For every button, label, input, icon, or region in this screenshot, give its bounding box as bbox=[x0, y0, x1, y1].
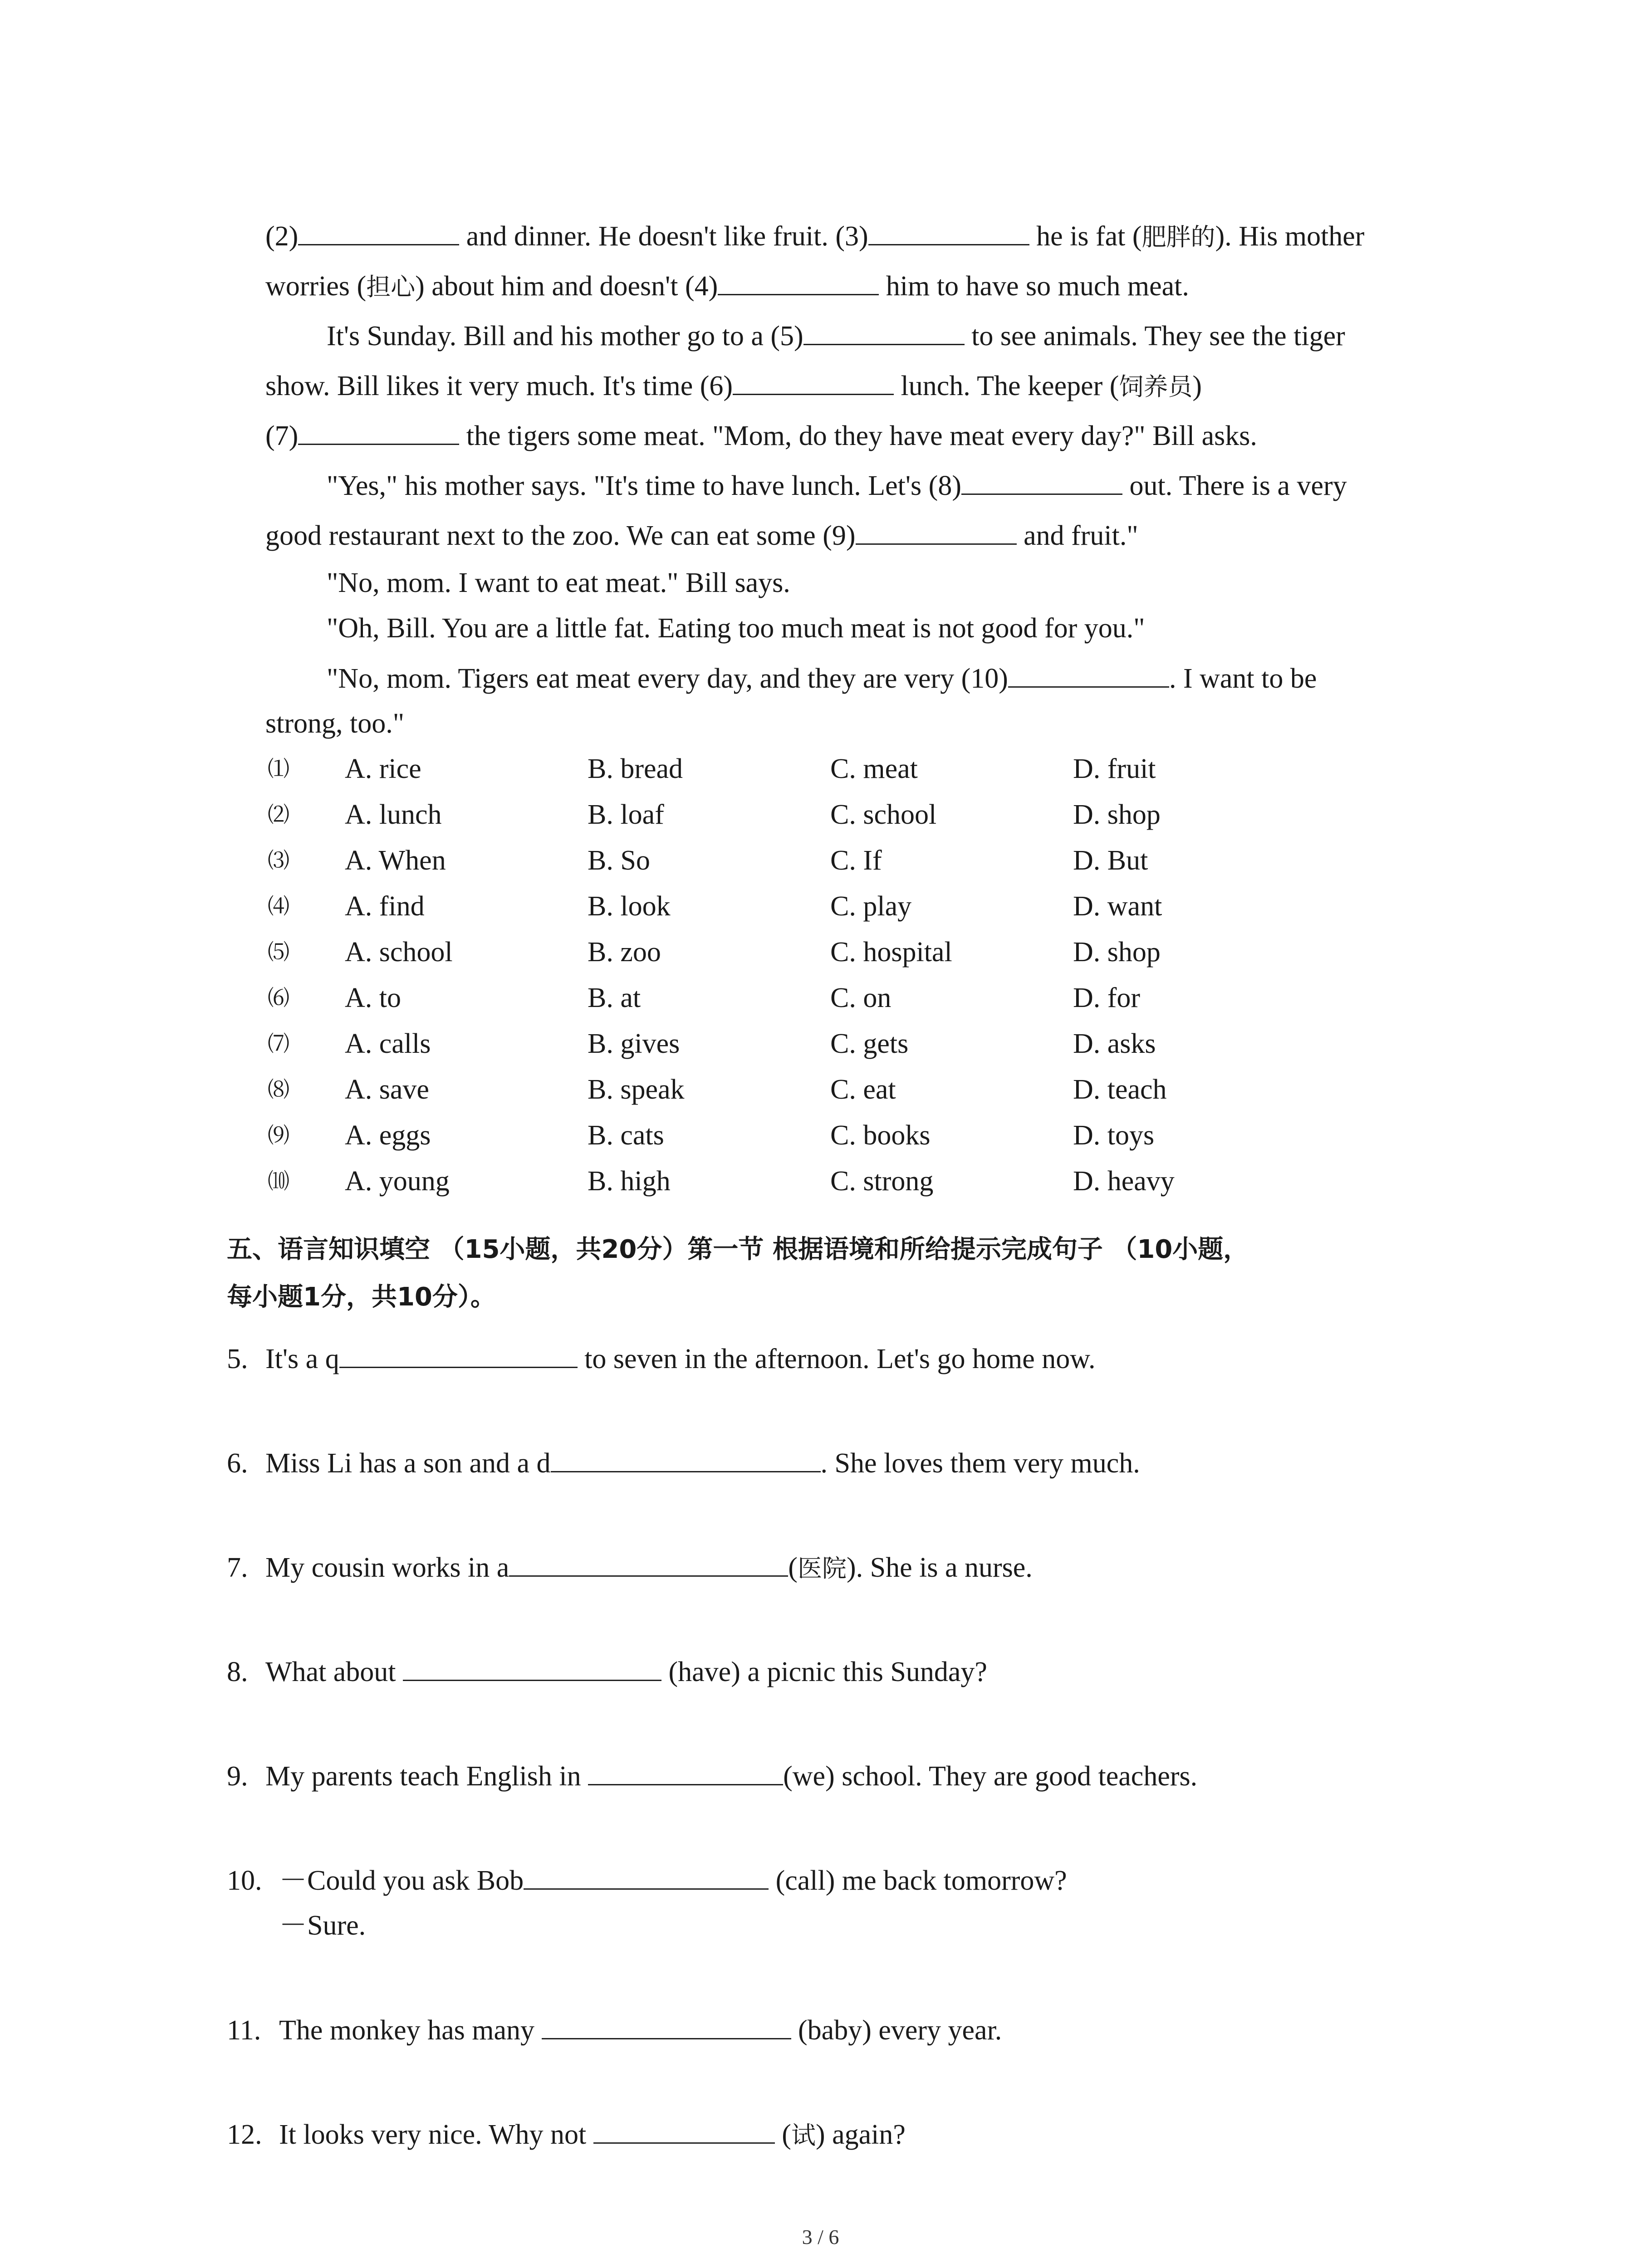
option-b: B. bread bbox=[588, 753, 683, 784]
option-b: B. So bbox=[588, 845, 650, 876]
option-b: B. cats bbox=[588, 1120, 664, 1151]
option-b: B. loaf bbox=[588, 799, 664, 830]
blank-3 bbox=[868, 218, 1029, 245]
passage-line: "No, mom. I want to eat meat." Bill says. bbox=[327, 567, 790, 598]
option-d: D. for bbox=[1073, 982, 1141, 1013]
blank-10 bbox=[1008, 660, 1169, 688]
option-d: D. asks bbox=[1073, 1028, 1156, 1059]
option-number: ⑸ bbox=[268, 939, 290, 965]
option-d: D. heavy bbox=[1073, 1166, 1175, 1197]
option-number: ⑵ bbox=[268, 802, 290, 827]
option-d: D. But bbox=[1073, 845, 1148, 876]
passage-line: "Oh, Bill. You are a little fat. Eating too much meat is not good for you." bbox=[327, 613, 1145, 644]
answer-blank[interactable] bbox=[588, 1758, 783, 1785]
option-c: C. gets bbox=[830, 1028, 909, 1059]
option-c: C. books bbox=[830, 1120, 931, 1151]
passage-line: show. Bill likes it very much. It's time (6) lunch. The keeper (饲养员) bbox=[265, 367, 1202, 405]
option-c: C. hospital bbox=[830, 937, 952, 968]
answer-blank[interactable] bbox=[403, 1653, 661, 1681]
option-number: ⑴ bbox=[268, 756, 290, 782]
option-number: ⑼ bbox=[268, 1123, 290, 1148]
section-heading: 五、语言知识填空 （15小题，共20分）第一节 根据语境和所给提示完成句子 （10小题， bbox=[227, 1235, 1249, 1264]
answer-blank[interactable] bbox=[524, 1862, 769, 1890]
option-c: C. on bbox=[830, 982, 892, 1013]
passage-line: good restaurant next to the zoo. We can eat some (9) and fruit." bbox=[265, 517, 1138, 554]
section-heading-cont: 每小题1分，共10分）。 bbox=[227, 1282, 496, 1312]
passage-line: (2) and dinner. He doesn't like fruit. (3) he is fat (肥胖的). His mother bbox=[265, 218, 1364, 255]
option-number: ⑺ bbox=[268, 1031, 290, 1056]
option-number: ⑶ bbox=[268, 848, 290, 873]
option-number: ⑻ bbox=[268, 1077, 290, 1102]
option-a: A. young bbox=[345, 1166, 450, 1197]
option-c: C. If bbox=[830, 845, 882, 876]
blank-4 bbox=[718, 268, 879, 295]
option-d: D. shop bbox=[1073, 937, 1161, 968]
blank-8 bbox=[961, 467, 1122, 495]
question-10: 10. －Could you ask Bob (call) me back tomorrow? bbox=[227, 1862, 1067, 1899]
passage-line: (7) the tigers some meat. "Mom, do they have meat every day?" Bill asks. bbox=[265, 417, 1257, 454]
option-a: A. When bbox=[345, 845, 446, 876]
option-b: B. look bbox=[588, 891, 671, 922]
answer-blank[interactable] bbox=[339, 1340, 578, 1368]
option-b: B. zoo bbox=[588, 937, 661, 968]
option-a: A. rice bbox=[345, 753, 421, 784]
option-a: A. eggs bbox=[345, 1120, 431, 1151]
option-b: B. speak bbox=[588, 1074, 685, 1105]
option-a: A. find bbox=[345, 891, 425, 922]
question-9: 9. My parents teach English in (we) school. They are good teachers. bbox=[227, 1758, 1197, 1794]
option-d: D. want bbox=[1073, 891, 1162, 922]
answer-blank[interactable] bbox=[509, 1549, 788, 1577]
passage-line: It's Sunday. Bill and his mother go to a (5) to see animals. They see the tiger bbox=[327, 318, 1345, 354]
question-12: 12. It looks very nice. Why not (试) again? bbox=[227, 2116, 906, 2154]
passage-line: "No, mom. Tigers eat meat every day, and they are very (10) . I want to be bbox=[327, 660, 1317, 697]
option-b: B. high bbox=[588, 1166, 671, 1197]
blank-6 bbox=[733, 367, 894, 395]
passage-line: worries (担心) about him and doesn't (4) him to have so much meat. bbox=[265, 268, 1189, 305]
question-7: 7. My cousin works in a (医院). She is a nurse. bbox=[227, 1549, 1033, 1587]
option-c: C. eat bbox=[830, 1074, 896, 1105]
option-number: ⑷ bbox=[268, 894, 290, 919]
question-5: 5. It's a q to seven in the afternoon. Let's go home now. bbox=[227, 1340, 1096, 1377]
option-a: A. save bbox=[345, 1074, 429, 1105]
option-d: D. teach bbox=[1073, 1074, 1167, 1105]
option-a: A. calls bbox=[345, 1028, 431, 1059]
option-d: D. shop bbox=[1073, 799, 1161, 830]
question-8: 8. What about (have) a picnic this Sunday? bbox=[227, 1653, 987, 1690]
passage-line: "Yes," his mother says. "It's time to have lunch. Let's (8) out. There is a very bbox=[327, 467, 1347, 504]
answer-blank[interactable] bbox=[593, 2116, 775, 2144]
option-number: ⑹ bbox=[268, 985, 290, 1011]
option-number: ⑽ bbox=[268, 1168, 290, 1194]
option-a: A. lunch bbox=[345, 799, 442, 830]
blank-5 bbox=[803, 318, 965, 345]
page-number: 3 / 6 bbox=[802, 2225, 839, 2248]
answer-blank[interactable] bbox=[542, 2012, 791, 2039]
question-11: 11. The monkey has many (baby) every year. bbox=[227, 2012, 1002, 2048]
blank-9 bbox=[856, 517, 1017, 545]
option-c: C. school bbox=[830, 799, 937, 830]
option-a: A. to bbox=[345, 982, 401, 1013]
blank-2 bbox=[298, 218, 459, 245]
option-d: D. fruit bbox=[1073, 753, 1156, 784]
option-c: C. strong bbox=[830, 1166, 934, 1197]
answer-blank[interactable] bbox=[551, 1445, 821, 1472]
option-a: A. school bbox=[345, 937, 453, 968]
question-6: 6. Miss Li has a son and a d . She loves them very much. bbox=[227, 1445, 1140, 1481]
passage-line: strong, too." bbox=[265, 708, 405, 739]
option-b: B. at bbox=[588, 982, 641, 1013]
blank-7 bbox=[298, 417, 459, 445]
option-d: D. toys bbox=[1073, 1120, 1155, 1151]
option-c: C. meat bbox=[830, 753, 918, 784]
option-b: B. gives bbox=[588, 1028, 680, 1059]
question-10-reply: －Sure. bbox=[279, 1910, 366, 1941]
option-c: C. play bbox=[830, 891, 912, 922]
